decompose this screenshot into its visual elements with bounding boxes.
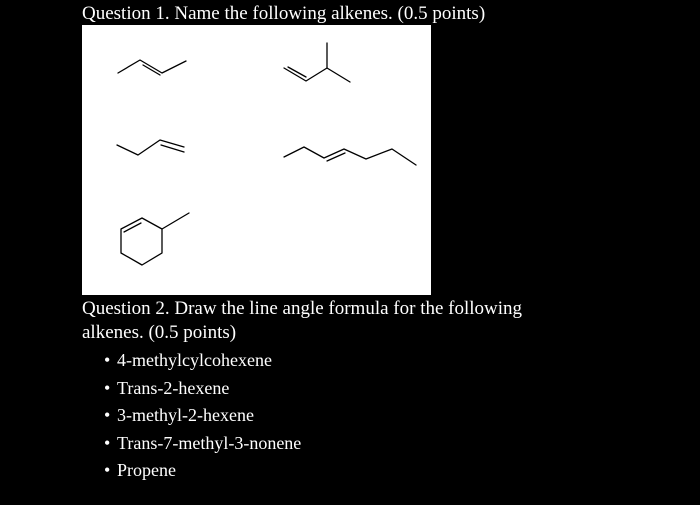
list-item [104,375,582,403]
list-item [104,402,582,430]
structure-3-methyl-1-butene [284,43,350,82]
list-item-label: Propene [117,460,176,480]
list-item-label: Trans-2-hexene [117,377,230,398]
alkene-list [82,347,582,485]
structures-drawing [82,25,431,295]
question-2-title: Question 2. Draw the line angle formula for the following alkenes. (0.5 points) [82,298,523,343]
bullet-icon: • [104,377,111,398]
list-item [104,430,582,458]
structure-2-butene [118,60,186,75]
bullet-icon: • [104,350,111,370]
list-item-label: Trans-7-methyl-3-nonene [117,432,302,453]
structures-panel [82,25,431,295]
bullet-icon: • [104,432,111,453]
bullet-icon: • [104,405,111,425]
question-1-title: Question 1. Name the following alkenes. (0.5 points) [82,3,486,24]
structure-methylcyclohexene [121,213,189,265]
list-item-label: 3-methyl-2-hexene [117,405,254,425]
structure-3-heptene [284,147,416,165]
list-item [104,347,582,375]
list-item [104,457,582,485]
bullet-icon: • [104,460,111,480]
list-item-label: 4-methylcylcohexene [117,350,272,370]
question-2-section [82,297,582,485]
structure-1-butene [117,140,184,155]
